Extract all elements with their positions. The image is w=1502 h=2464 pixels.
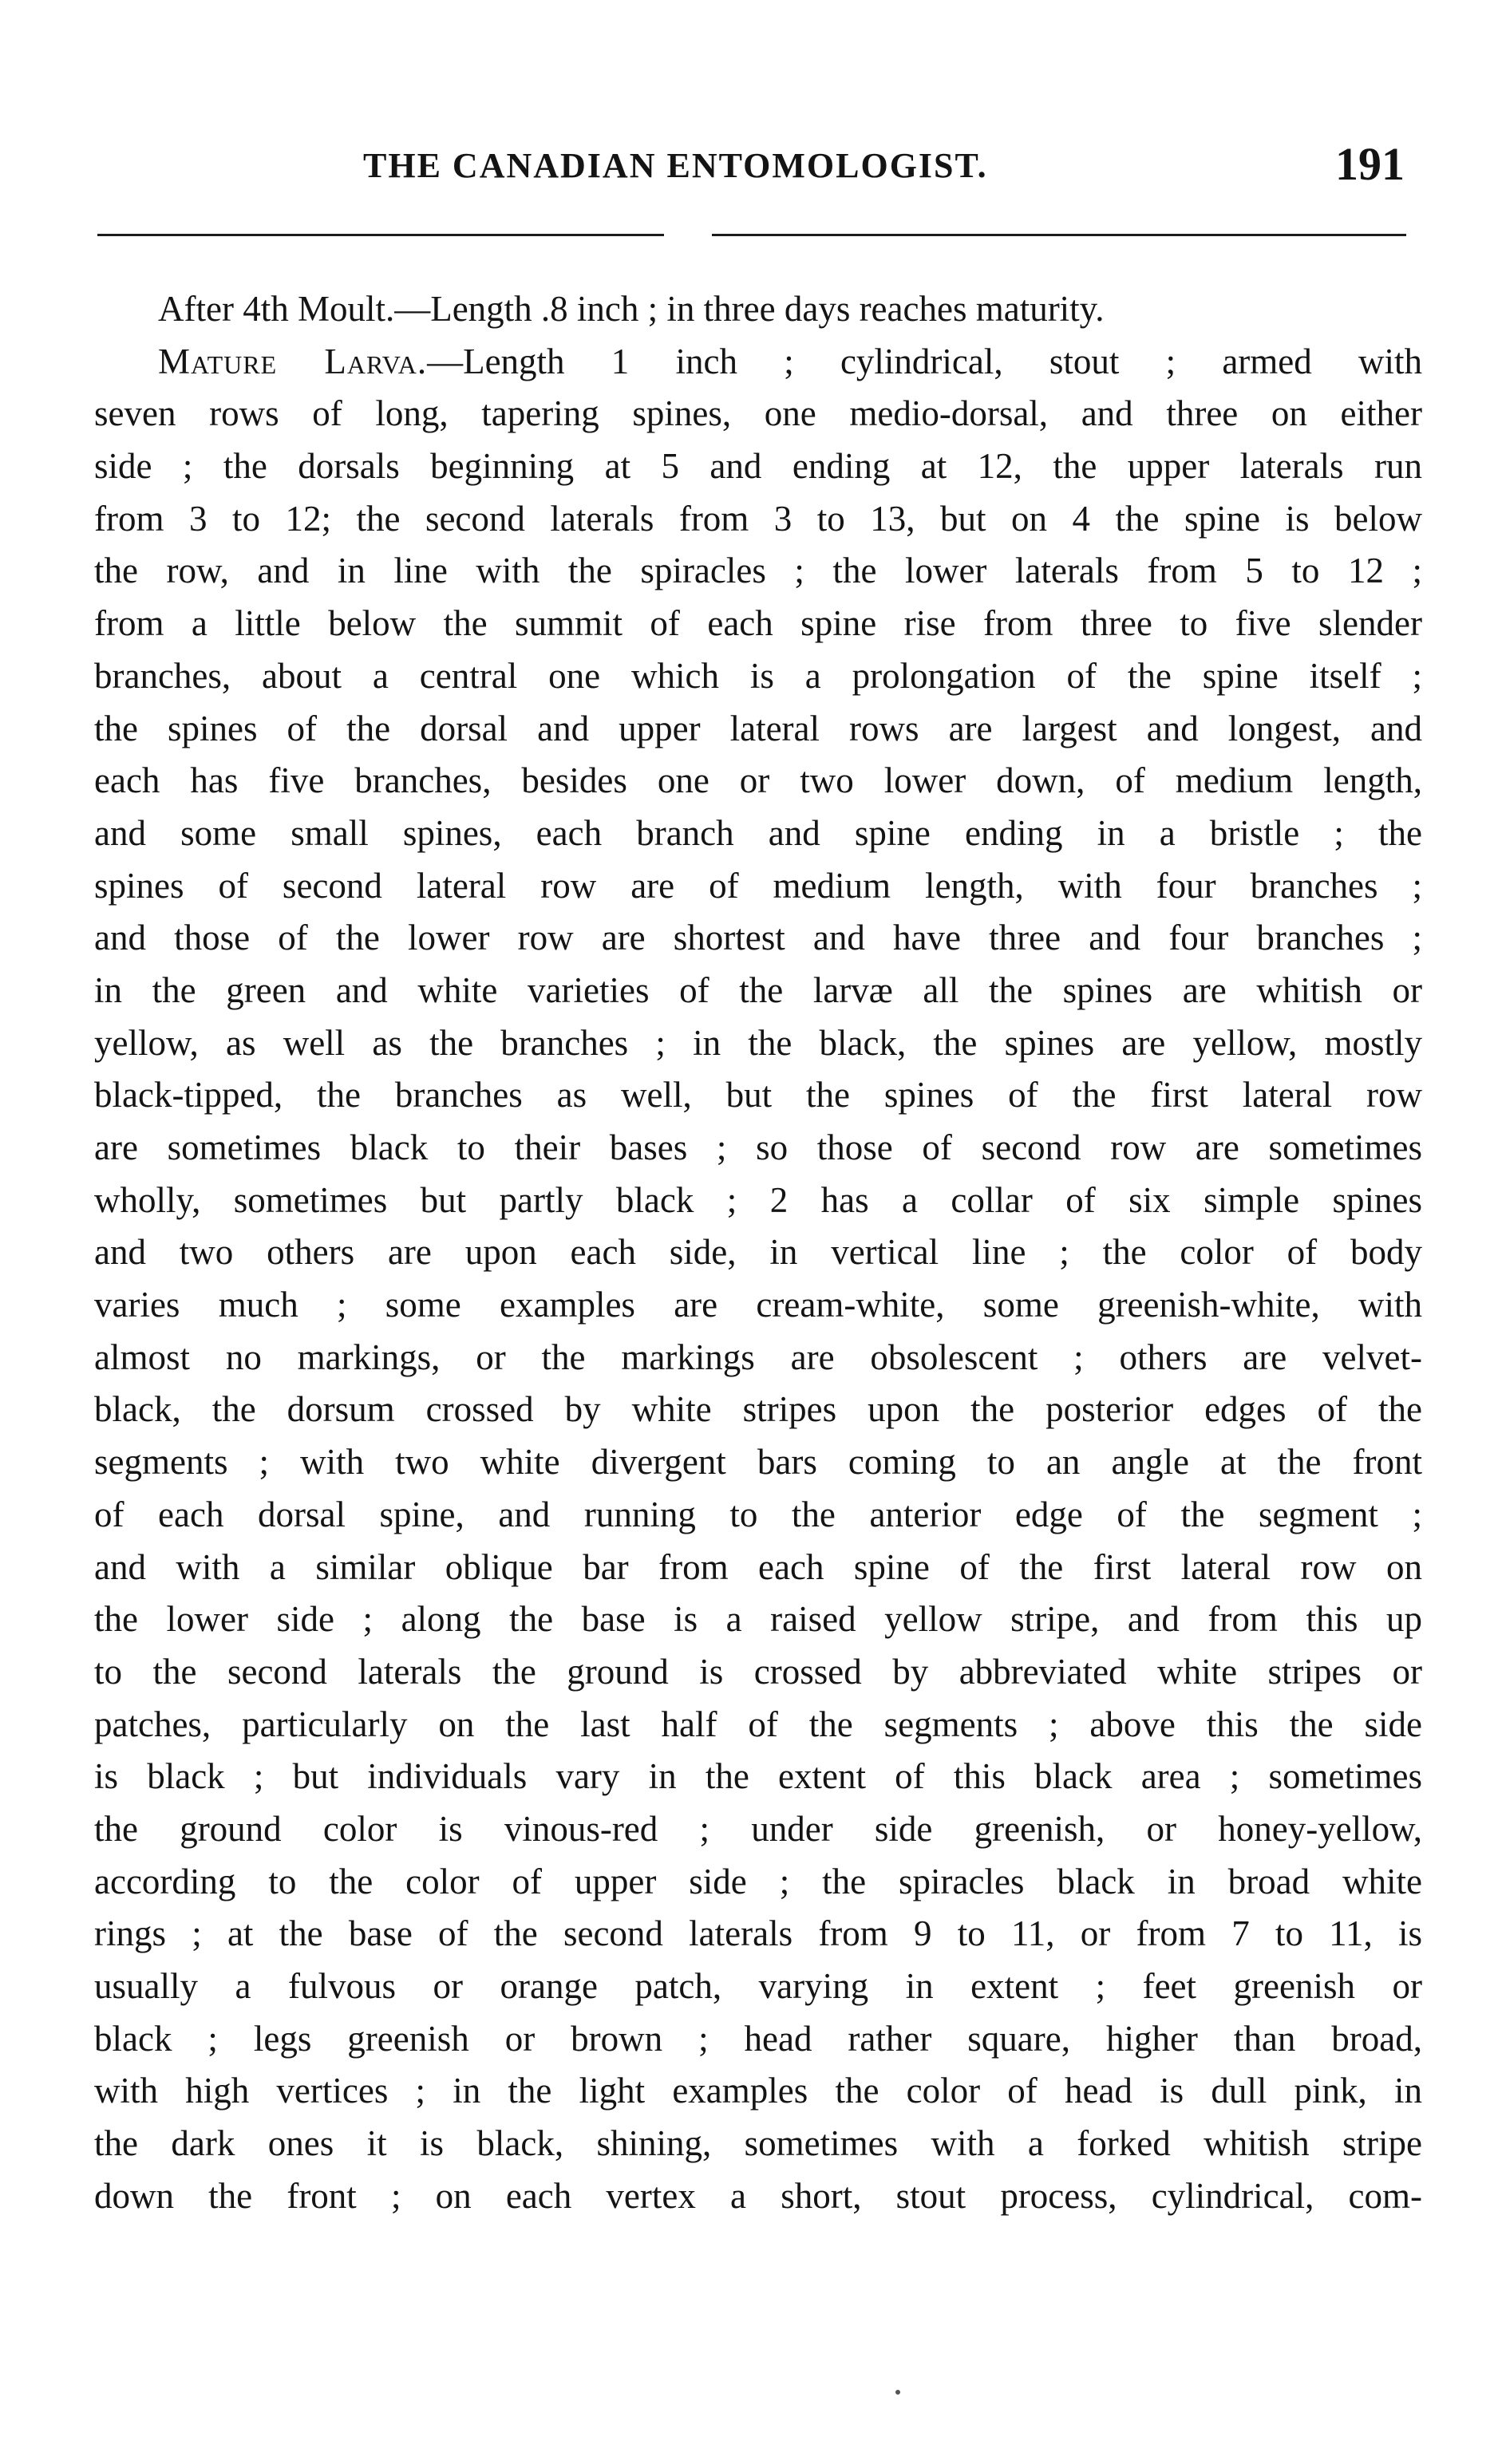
paragraph-line: seven rows of long, tapering spines, one medio-dorsal, and three on either (94, 393, 1422, 434)
paragraph-line: the row, and in line with the spiracles ; the lower laterals from 5 to 12 ; (94, 551, 1422, 591)
paragraph-line: patches, particularly on the last half of the segments ; above this the side (94, 1704, 1422, 1744)
paragraph-line: black ; legs greenish or brown ; head rather square, higher than broad, (94, 2018, 1422, 2059)
paragraph-line: according to the color of upper side ; the spiracles black in broad white (94, 1861, 1422, 1901)
paragraph-line: and some small spines, each branch and spine ending in a bristle ; the (94, 812, 1422, 853)
header-rule-left (97, 234, 664, 236)
paragraph-line: the spines of the dorsal and upper lateral rows are largest and longest, and (94, 708, 1422, 748)
journal-title: THE CANADIAN ENTOMOLOGIST. (363, 146, 988, 185)
paragraph-line: usually a fulvous or orange patch, varying in extent ; feet greenish or (94, 1966, 1422, 2006)
body-text (94, 283, 1422, 2222)
paragraph-line: are sometimes black to their bases ; so those of second row are sometimes (94, 1127, 1422, 1167)
paragraph-line: and with a similar oblique bar from each spine of the first lateral row on (94, 1546, 1422, 1587)
paragraph-line-mature-larva (94, 336, 1422, 389)
paragraph-line: from 3 to 12; the second laterals from 3 to 13, but on 4 the spine is below (94, 498, 1422, 539)
paragraph-line: from a little below the summit of each spine rise from three to five slender (94, 603, 1422, 644)
running-head (96, 137, 1405, 193)
paragraph-line: wholly, sometimes but partly black ; 2 has a collar of six simple spines (94, 1179, 1422, 1220)
paragraph-line: and two others are upon each side, in vertical line ; the color of body (94, 1232, 1422, 1273)
paragraph-line: the lower side ; along the base is a raised yellow stripe, and from this up (94, 1599, 1422, 1640)
paragraph-line-moult: After 4th Moult.—Length .8 inch ; in three days reaches maturity. (158, 289, 1105, 329)
paragraph-line: branches, about a central one which is a prolongation of the spine itself ; (94, 655, 1422, 696)
paragraph-line: rings ; at the base of the second laterals from 9 to 11, or from 7 to 11, is (94, 1913, 1422, 1954)
paragraph-line: yellow, as well as the branches ; in the black, the spines are yellow, mostly (94, 1022, 1422, 1063)
paragraph-line: down the front ; on each vertex a short, stout process, cylindrical, com- (94, 2175, 1422, 2216)
page-number: 191 (1335, 138, 1405, 190)
paragraph-line: almost no markings, or the markings are obsolescent ; others are velvet- (94, 1337, 1422, 1377)
paragraph-line: segments ; with two white divergent bars coming to an angle at the front (94, 1442, 1422, 1483)
paragraph-line: to the second laterals the ground is crossed by abbreviated white stripes or (94, 1651, 1422, 1692)
paragraph-line: each has five branches, besides one or two lower down, of medium length, (94, 760, 1422, 801)
paragraph-line: spines of second lateral row are of medium length, with four branches ; (94, 865, 1422, 906)
paragraph-line: side ; the dorsals beginning at 5 and ending at 12, the upper laterals run (94, 446, 1422, 487)
paragraph-line: black-tipped, the branches as well, but the spines of the first lateral row (94, 1075, 1422, 1116)
paragraph-line: the ground color is vinous-red ; under side greenish, or honey-yellow, (94, 1808, 1422, 1849)
paragraph-line: black, the dorsum crossed by white stripes upon the posterior edges of the (94, 1389, 1422, 1430)
paragraph-text: —Length 1 inch ; cylindrical, stout ; armed with (427, 341, 1423, 381)
paragraph-line: is black ; but individuals vary in the extent of this black area ; sometimes (94, 1756, 1422, 1797)
paragraph-line: of each dorsal spine, and running to the anterior edge of the segment ; (94, 1494, 1422, 1534)
ink-speck (895, 2390, 900, 2395)
paragraph-line: with high vertices ; in the light examples the color of head is dull pink, in (94, 2071, 1422, 2111)
paragraph-line: varies much ; some examples are cream-white, some greenish-white, with (94, 1285, 1422, 1325)
paragraph-line: and those of the lower row are shortest and have three and four branches ; (94, 918, 1422, 958)
header-rule-right (712, 234, 1406, 236)
paragraph-line: in the green and white varieties of the larvæ all the spines are whitish or (94, 969, 1422, 1010)
section-heading-mature-larva: Mature Larva. (158, 341, 428, 381)
paragraph-line: the dark ones it is black, shining, sometimes with a forked whitish stripe (94, 2123, 1422, 2164)
